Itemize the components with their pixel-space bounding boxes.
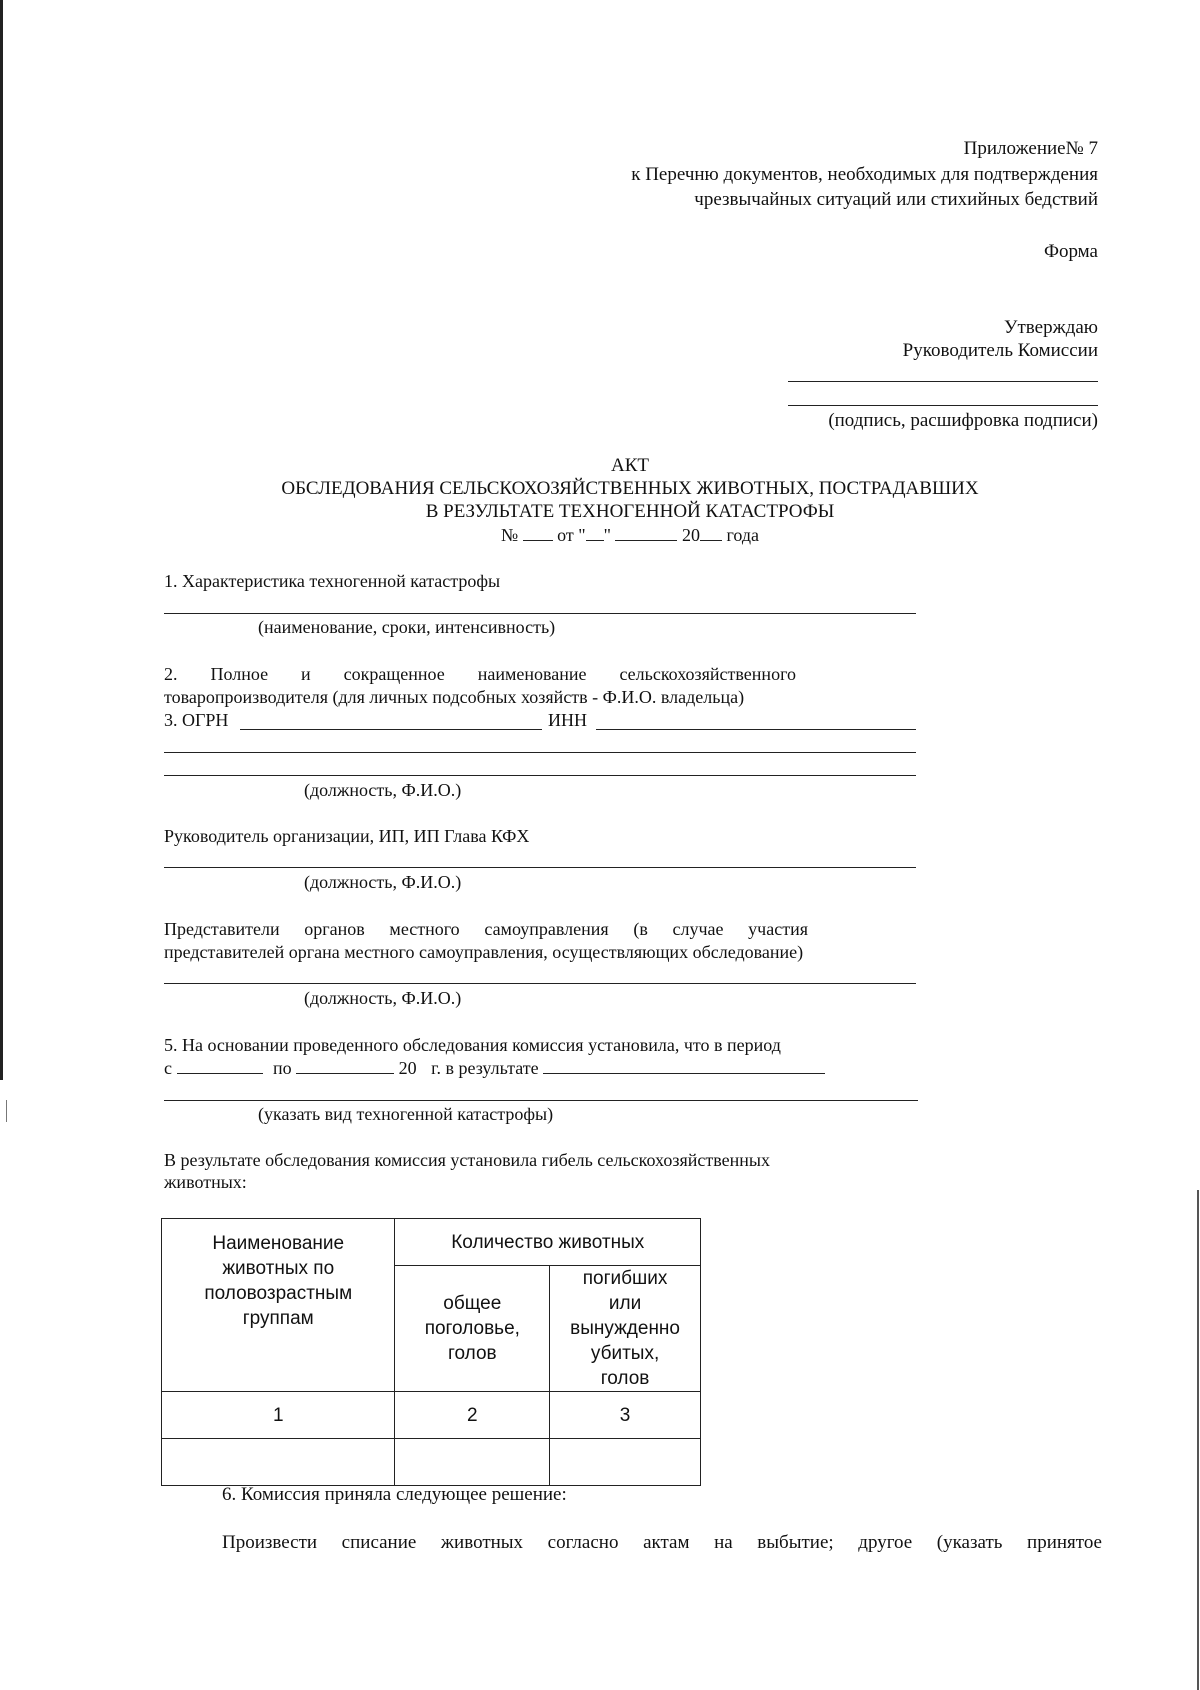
act-subtitle-1: ОБСЛЕДОВАНИЯ СЕЛЬСКОХОЗЯЙСТВЕННЫХ ЖИВОТНЫХ, ПОСТРАДАВШИХ xyxy=(281,478,979,499)
reps-line-2: представителей органа местного самоуправления, осуществляющих обследование) xyxy=(164,942,804,962)
result-line-2: животных: xyxy=(164,1172,247,1192)
section-1-blank-line[interactable] xyxy=(164,613,916,614)
col-header-total-herd: общее поголовье, голов xyxy=(395,1266,550,1392)
scan-edge-right xyxy=(1197,1190,1199,1690)
period-year: 20 xyxy=(398,1058,417,1078)
number-blank[interactable] xyxy=(523,524,553,541)
table-row xyxy=(162,1439,701,1486)
period-to-label: по xyxy=(273,1058,292,1078)
period-result-label: г. в результате xyxy=(431,1058,539,1078)
decision-heading: 6. Комиссия приняла следующее решение: xyxy=(222,1484,567,1505)
section-5-line-1: 5. На основании проведенного обследования комиссия установила, что в период xyxy=(164,1035,781,1055)
col-number-2: 2 xyxy=(395,1392,550,1439)
period-from-blank[interactable] xyxy=(177,1057,263,1074)
col-header-animal-count: Количество животных xyxy=(395,1219,701,1266)
reps-line-1: Представители органов местного самоуправления (в случае участия xyxy=(164,919,808,939)
signature-line-1[interactable] xyxy=(788,381,1098,382)
animals-table xyxy=(161,1218,701,1486)
reps-caption: (должность, Ф.И.О.) xyxy=(304,988,462,1008)
head-org-caption: (должность, Ф.И.О.) xyxy=(304,872,462,892)
number-label: № xyxy=(500,525,519,545)
appendix-line-2: чрезвычайных ситуаций или стихийных бедствий xyxy=(694,189,1098,210)
approval-head: Руководитель Комиссии xyxy=(902,340,1098,361)
month-blank[interactable] xyxy=(615,524,677,541)
appendix-line-1: к Перечню документов, необходимых для подтверждения xyxy=(631,164,1098,185)
act-title: АКТ xyxy=(611,455,649,476)
year-prefix: 20 xyxy=(681,525,700,545)
reps-blank-line[interactable] xyxy=(164,983,916,984)
period-result-blank[interactable] xyxy=(543,1057,825,1074)
year-suffix: года xyxy=(726,525,760,545)
table-number-row xyxy=(162,1392,701,1439)
head-org-label: Руководитель организации, ИП, ИП Глава КФХ xyxy=(164,826,530,846)
ogrn-input[interactable] xyxy=(240,729,542,730)
table-cell-dead-killed[interactable] xyxy=(550,1439,701,1486)
signature-line-2[interactable] xyxy=(788,405,1098,406)
section-5-line-2 xyxy=(164,1057,825,1079)
appendix-number: Приложение№ 7 xyxy=(963,138,1098,159)
col-header-dead-killed: погибших или вынужденно убитых, голов xyxy=(550,1266,701,1392)
table-cell-total-herd[interactable] xyxy=(395,1439,550,1486)
section-3-caption: (должность, Ф.И.О.) xyxy=(304,780,462,800)
section-1-caption: (наименование, сроки, интенсивность) xyxy=(258,617,556,637)
inn-input[interactable] xyxy=(596,729,916,730)
period-to-blank[interactable] xyxy=(296,1057,394,1074)
act-subtitle-2: В РЕЗУЛЬТАТЕ ТЕХНОГЕННОЙ КАТАСТРОФЫ xyxy=(425,501,835,522)
signature-caption: (подпись, расшифровка подписи) xyxy=(828,410,1098,431)
day-blank[interactable] xyxy=(586,524,604,541)
act-number-line xyxy=(0,523,1200,547)
section-2-line-1: 2. Полное и сокращенное наименование сельскохозяйственного xyxy=(164,664,796,684)
table-cell-animal-group[interactable] xyxy=(162,1439,395,1486)
from-label: от " xyxy=(557,525,586,545)
section-2-line-2: товаропроизводителя (для личных подсобных хозяйств - Ф.И.О. владельца) xyxy=(164,687,745,707)
section-5-blank-line[interactable] xyxy=(164,1100,918,1101)
decision-text: Произвести списание животных согласно актам на выбытие; другое (указать принятое xyxy=(222,1532,1102,1553)
scan-mark xyxy=(6,1100,7,1122)
form-label: Форма xyxy=(1043,241,1098,262)
table-header-row-1 xyxy=(162,1219,701,1266)
section-5-caption: (указать вид техногенной катастрофы) xyxy=(258,1104,554,1124)
approval-label: Утверждаю xyxy=(1004,317,1098,338)
head-org-blank-line[interactable] xyxy=(164,867,916,868)
col-header-animal-groups: Наименование животных по половозрастным группам xyxy=(162,1219,395,1392)
section-3-blank-line-2[interactable] xyxy=(164,775,916,776)
col-number-1: 1 xyxy=(162,1392,395,1439)
period-from-label: с xyxy=(164,1058,172,1078)
result-line-1: В результате обследования комиссия установила гибель сельскохозяйственных xyxy=(164,1150,770,1170)
ogrn-label: 3. ОГРН xyxy=(164,710,229,730)
col-number-3: 3 xyxy=(550,1392,701,1439)
inn-label: ИНН xyxy=(548,710,587,730)
quote-mark: " xyxy=(603,525,611,545)
section-1-label: 1. Характеристика техногенной катастрофы xyxy=(164,571,501,591)
section-3-blank-line-1[interactable] xyxy=(164,752,916,753)
year-blank[interactable] xyxy=(700,524,722,541)
